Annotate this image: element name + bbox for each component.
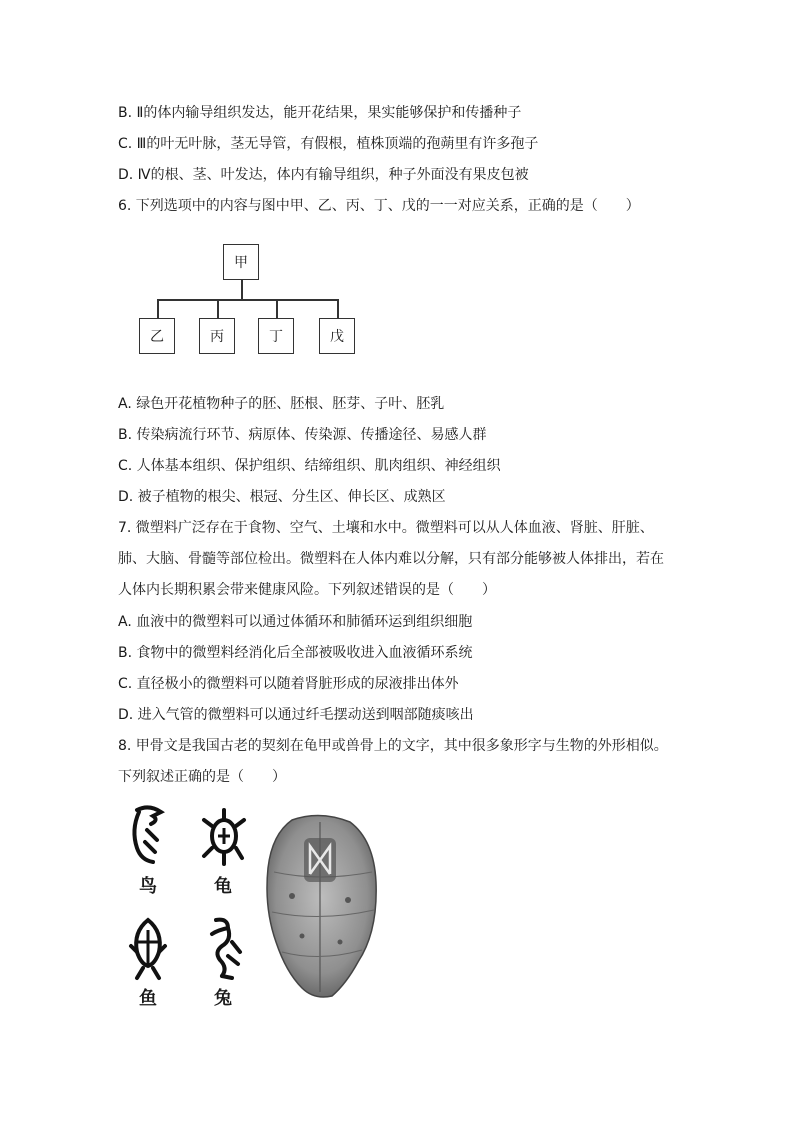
turtle-shell-image xyxy=(262,812,380,1000)
question-7-stem-3: 人体内长期积累会带来健康风险。下列叙述错误的是（ ） xyxy=(118,582,496,598)
rabbit-glyph-icon xyxy=(198,912,248,982)
option-5c: C. Ⅲ的叶无叶脉，茎无导管，有假根，植株顶端的孢蒴里有许多孢子 xyxy=(118,136,539,152)
diagram-node-child-4: 戊 xyxy=(319,318,355,354)
glyph-label-fish: 鱼 xyxy=(139,988,157,1009)
diagram-node-child-3: 丁 xyxy=(258,318,294,354)
oracle-bone-glyphs xyxy=(118,800,258,1015)
option-7d: D. 进入气管的微塑料可以通过纤毛摆动送到咽部随痰咳出 xyxy=(118,707,474,723)
hierarchy-diagram xyxy=(120,236,380,366)
bird-glyph-icon xyxy=(123,800,173,870)
connector-drop-2 xyxy=(217,299,219,319)
glyph-fish xyxy=(118,912,178,1012)
question-8-stem-1: 8. 甲骨文是我国古老的契刻在龟甲或兽骨上的文字，其中很多象形字与生物的外形相似。 xyxy=(118,738,668,754)
option-7c: C. 直径极小的微塑料可以随着肾脏形成的尿液排出体外 xyxy=(118,676,459,692)
fish-glyph-icon xyxy=(123,912,173,982)
option-5b: B. Ⅱ的体内输导组织发达，能开花结果，果实能够保护和传播种子 xyxy=(118,105,522,121)
connector-horizontal xyxy=(157,299,338,301)
diagram-node-child-2: 丙 xyxy=(199,318,235,354)
glyph-turtle xyxy=(193,800,253,900)
connector-drop-3 xyxy=(276,299,278,319)
glyph-rabbit xyxy=(193,912,253,1012)
diagram-node-top: 甲 xyxy=(223,244,259,280)
question-7-stem-2: 肺、大脑、骨髓等部位检出。微塑料在人体内难以分解，只有部分能够被人体排出，若在 xyxy=(118,551,664,567)
option-5d: D. Ⅳ的根、茎、叶发达，体内有输导组织，种子外面没有果皮包被 xyxy=(118,167,529,183)
diagram-node-child-1: 乙 xyxy=(139,318,175,354)
glyph-label-bird: 鸟 xyxy=(139,876,157,897)
turtle-glyph-icon xyxy=(198,800,248,870)
question-7-stem-1: 7. 微塑料广泛存在于食物、空气、土壤和水中。微塑料可以从人体血液、肾脏、肝脏、 xyxy=(118,520,654,536)
glyph-bird xyxy=(118,800,178,900)
option-6d: D. 被子植物的根尖、根冠、分生区、伸长区、成熟区 xyxy=(118,489,446,505)
connector-drop-1 xyxy=(157,299,159,319)
glyph-label-rabbit: 兔 xyxy=(214,988,232,1009)
connector-vertical xyxy=(241,280,243,300)
option-7a: A. 血液中的微塑料可以通过体循环和肺循环运到组织细胞 xyxy=(118,614,473,630)
connector-drop-4 xyxy=(337,299,339,319)
option-7b: B. 食物中的微塑料经消化后全部被吸收进入血液循环系统 xyxy=(118,645,473,661)
question-8-stem-2: 下列叙述正确的是（ ） xyxy=(118,769,286,785)
question-6-stem: 6. 下列选项中的内容与图中甲、乙、丙、丁、戊的一一对应关系，正确的是（ ） xyxy=(118,198,640,214)
option-6b: B. 传染病流行环节、病原体、传染源、传播途径、易感人群 xyxy=(118,427,487,443)
glyph-label-turtle: 龟 xyxy=(214,876,232,897)
option-6a: A. 绿色开花植物种子的胚、胚根、胚芽、子叶、胚乳 xyxy=(118,396,445,412)
option-6c: C. 人体基本组织、保护组织、结缔组织、肌肉组织、神经组织 xyxy=(118,458,501,474)
